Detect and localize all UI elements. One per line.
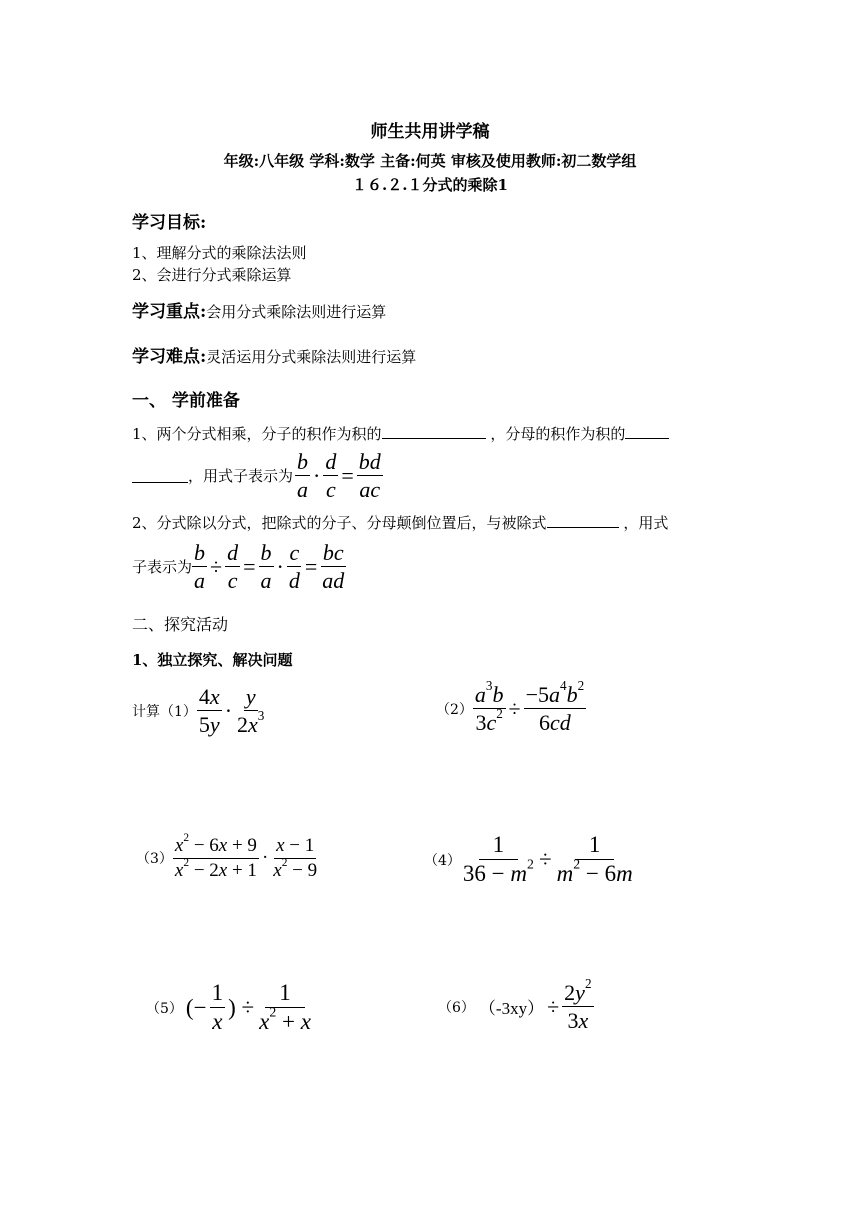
q1-blank-2a[interactable] <box>625 424 669 439</box>
problem-6-text: （-3xy） <box>478 999 545 1019</box>
q1-blank-2b[interactable] <box>132 468 188 483</box>
key-point-label: 学习重点: <box>132 302 207 322</box>
problem-5-formula: (− $\frac{1}{x}$ ) ÷ $\frac{1}{x^2 + x}$ <box>185 980 311 1035</box>
problem-3-label: （3） <box>136 851 173 868</box>
section2-heading: 二、探究活动 <box>132 615 229 634</box>
problem-1 <box>132 684 266 738</box>
problem-1-formula: $\frac{4x}{5y}$ · $\frac{y}{2x^3}$ <box>198 684 265 738</box>
q2-text-2: ，用式 <box>623 514 669 532</box>
problem-4 <box>424 832 635 888</box>
q2-line2 <box>132 540 346 594</box>
problem-2 <box>436 678 586 736</box>
key-point <box>132 297 386 322</box>
q2-line1 <box>132 512 668 533</box>
meta-line: 年级:八年级 学科:数学 主备:何英 审核及使用教师:初二数学组 <box>223 152 637 170</box>
q2-text-3: 子表示为 <box>132 558 193 577</box>
objectives-heading: 学习目标: <box>132 213 207 233</box>
difficulty-label: 学习难点: <box>132 347 207 367</box>
problem-2-label: （2） <box>436 701 473 718</box>
problem-6 <box>438 976 594 1034</box>
difficulty-text: 灵活运用分式乘除法则进行运算 <box>206 348 417 366</box>
q1-text-3: ，用式子表示为 <box>188 467 294 486</box>
objective-item-2: 2、会进行分式乘除运算 <box>132 266 292 284</box>
q1-text-2: ，分母的积作为积的 <box>490 425 626 443</box>
problem-3 <box>136 831 319 882</box>
page-title: 师生共用讲学稿 <box>370 122 490 142</box>
problem-5-label: （5） <box>146 1000 183 1017</box>
q2-blank[interactable] <box>547 513 619 528</box>
problem-4-formula: $\frac{1}{36 - m^2}$ ÷ $\frac{1}{m^2 - 6m}$ <box>462 832 633 887</box>
section2-subheading: 1、独立探究、解决问题 <box>132 651 293 669</box>
q1-formula: $\frac{b}{a}$ · $\frac{d}{c}$ = $\frac{bd}{ac}$ <box>297 449 381 503</box>
difficulty <box>132 342 416 367</box>
problem-2-formula: $\frac{a^3b}{3c^2}$ ÷ $\frac{-5a^4b^2}{6cd}$ <box>474 678 585 736</box>
objective-item-1: 1、理解分式的乘除法法则 <box>132 244 307 262</box>
problem-1-label: 计算（1） <box>132 703 197 720</box>
lesson-title: １６.２.１分式的乘除1 <box>352 176 508 194</box>
q1-line1 <box>132 423 669 444</box>
problem-6-label: （6） <box>438 999 475 1016</box>
problem-6-formula: ÷ $\frac{2y^2}{3x}$ <box>547 976 592 1034</box>
section1-heading: 一、 学前准备 <box>132 391 240 411</box>
q2-text-1: 2、分式除以分式，把除式的分子、分母颠倒位置后，与被除式 <box>132 514 547 532</box>
problem-4-label: （4） <box>424 852 461 869</box>
key-point-text: 会用分式乘除法则进行运算 <box>206 303 387 321</box>
problem-5 <box>146 980 313 1036</box>
q1-line2 <box>132 449 383 503</box>
q1-text-1: 1、两个分式相乘，分子的积作为积的 <box>132 425 382 443</box>
q2-formula: $\frac{b}{a}$ ÷ $\frac{d}{c}$ = $\frac{b}{a}$ · $\frac{c}{d}$ = $\frac{bc}{ad}$ <box>194 540 345 594</box>
q1-blank-1[interactable] <box>382 424 486 439</box>
problem-3-formula: $\frac{x^2 - 6x + 9}{x^2 - 2x + 1}$ · $\frac{x - 1}{x^2 - 9}$ <box>174 831 318 881</box>
